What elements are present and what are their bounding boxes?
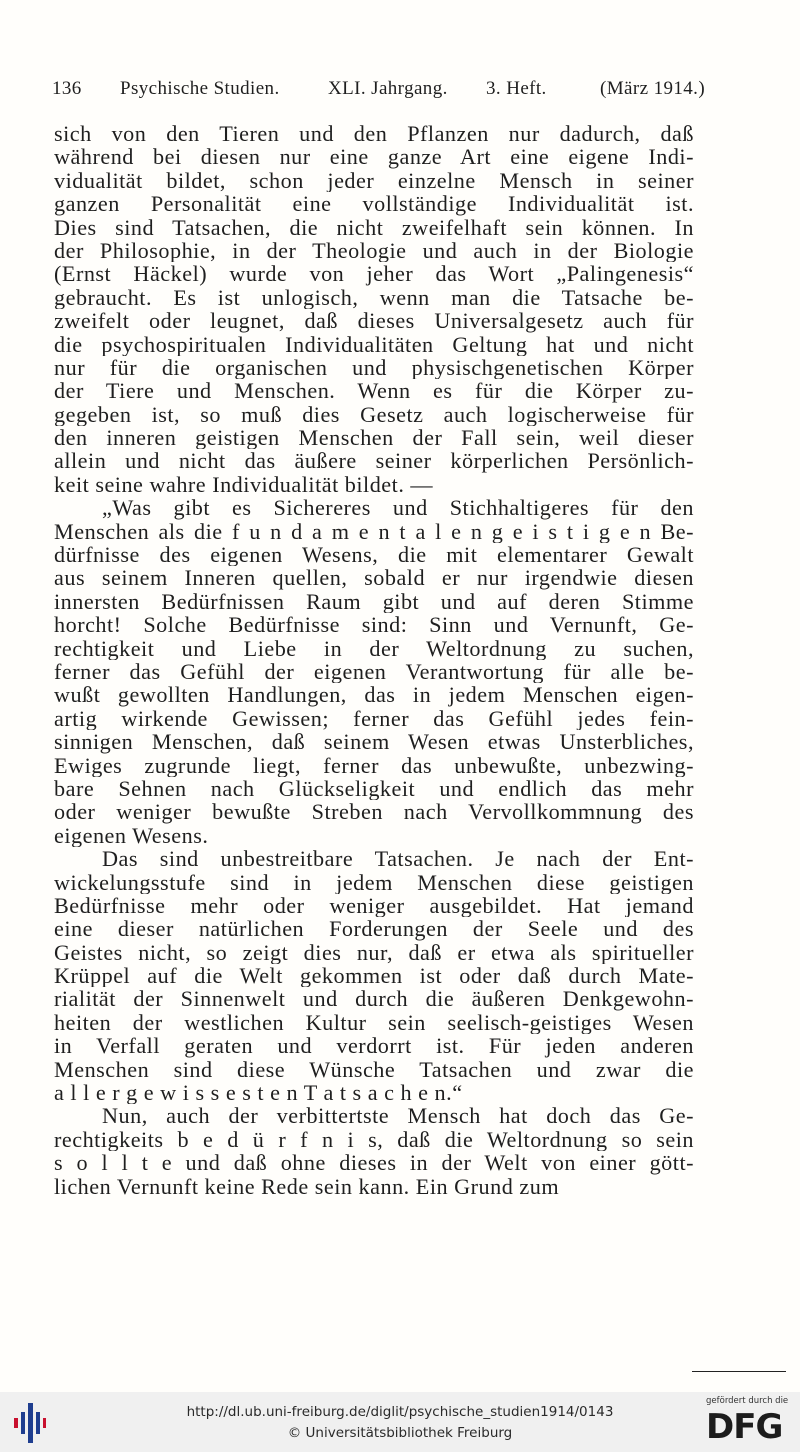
text-line: Geistes nicht, so zeigt dies nur, daß er etwa als spiritueller xyxy=(54,940,694,965)
copyright-notice: © Universitätsbibliothek Freiburg xyxy=(287,1425,513,1441)
text-line: ganzen Personalität eine vollständige Individualität ist. xyxy=(54,192,694,216)
text-line: sinnigen Menschen, daß seinem Wesen etwas Unsterbliches, xyxy=(54,730,694,754)
text-line: rechtigkeits b e d ü r f n i s, daß die Weltordnung so sein xyxy=(54,1127,694,1152)
text-line: Das sind unbestreitbare Tatsachen. Je nach der Ent- xyxy=(102,847,694,871)
text-line: (Ernst Häckel) wurde von jeher das Wort „Palingenesis“ xyxy=(54,262,694,286)
text-line: s o l l t e und daß ohne dieses in der Welt von einer gött- xyxy=(54,1151,694,1175)
text-line: wußt gewollten Handlungen, das in jedem Menschen eigen- xyxy=(54,683,694,707)
dfg-logo-text: DFG xyxy=(706,1407,783,1447)
text-line: lichen Vernunft keine Rede sein kann. Ein Grund zum xyxy=(54,1174,560,1198)
body-text xyxy=(54,122,694,1198)
text-line: wickelungsstufe sind in jedem Menschen diese geistigen xyxy=(54,870,694,894)
text-line: gegeben ist, so muß dies Gesetz auch logischerweise für xyxy=(54,402,694,427)
text-line: aus seinem Inneren quellen, sobald er nur irgendwie diesen xyxy=(54,566,694,590)
text-line: „Was gibt es Sichereres und Stichhaltigeres für den xyxy=(102,496,694,520)
text-line: eigenen Wesens. xyxy=(54,823,209,848)
text-line: in Verfall geraten und verdorrt ist. Für jeden anderen xyxy=(54,1034,694,1058)
text-line: Menschen sind diese Wünsche Tatsachen und zwar die xyxy=(54,1057,694,1082)
dfg-caption: gefördert durch die xyxy=(706,1396,789,1406)
dfg-logo-icon[interactable] xyxy=(704,1396,794,1448)
text-line: zweifelt oder leugnet, daß dieses Universalgesetz auch für xyxy=(54,309,694,333)
text-line: innersten Bedürfnissen Raum gibt und auf deren Stimme xyxy=(54,589,694,614)
text-line: der Tiere und Menschen. Wenn es für die Körper zu- xyxy=(54,379,694,403)
text-line: nur für die organischen und physischgenetischen Körper xyxy=(54,355,694,380)
text-line: a l l e r g e w i s s e s t e n T a t s a c h e n.“ xyxy=(54,1081,463,1105)
viewer-footer xyxy=(0,1392,800,1452)
text-line: dürfnisse des eigenen Wesens, die mit elementarer Gewalt xyxy=(54,543,694,567)
text-line: Ewiges zugrunde liegt, ferner das unbewußte, unbezwing- xyxy=(54,753,694,777)
text-line: horcht! Solche Bedürfnisse sind: Sinn und Vernunft, Ge- xyxy=(54,613,694,637)
text-line: gebraucht. Es ist unlogisch, wenn man die Tatsache be- xyxy=(54,285,694,310)
text-line: vidualität bildet, schon jeder einzelne Mensch in seiner xyxy=(54,168,694,193)
footnote-rule xyxy=(692,1371,786,1372)
text-line: Menschen als die f u n d a m e n t a l e n g e i s t i g e n Be- xyxy=(54,519,694,544)
text-line: Nun, auch der verbittertste Mensch hat doch das Ge- xyxy=(102,1104,694,1128)
text-line: keit seine wahre Individualität bildet. — xyxy=(54,472,434,497)
text-line: rialität der Sinnenwelt und durch die äußeren Denkgewohn- xyxy=(54,987,694,1011)
text-line: ferner das Gefühl der eigenen Verantwortung für alle be- xyxy=(54,659,694,684)
text-line: heiten der westlichen Kultur sein seelisch-geistiges Wesen xyxy=(54,1010,694,1035)
issue-date: (März 1914.) xyxy=(600,78,706,99)
text-line: Bedürfnisse mehr oder weniger ausgebildet. Hat jemand xyxy=(54,893,694,918)
volume-label: XLI. Jahrgang. xyxy=(328,78,448,99)
issue-label: 3. Heft. xyxy=(486,78,547,99)
text-line: Dies sind Tatsachen, die nicht zweifelhaft sein können. In xyxy=(54,215,694,239)
document-url[interactable]: http://dl.ub.uni-freiburg.de/diglit/psychische_studien1914/0143 xyxy=(186,1404,614,1420)
text-line: rechtigkeit und Liebe in der Weltordnung zu suchen, xyxy=(54,636,694,660)
text-line: sich von den Tieren und den Pflanzen nur dadurch, daß xyxy=(54,122,694,146)
text-line: bare Sehnen nach Glückseligkeit und endlich das mehr xyxy=(54,776,694,801)
text-line: die psychospiritualen Individualitäten Geltung hat und nicht xyxy=(54,332,694,356)
text-line: Krüppel auf die Welt gekommen ist oder daß durch Mate- xyxy=(54,964,694,988)
text-line: oder weniger bewußte Streben nach Vervollkommnung des xyxy=(54,800,694,824)
text-line: den inneren geistigen Menschen der Fall sein, weil dieser xyxy=(54,426,694,450)
page-number: 136 xyxy=(52,78,82,99)
text-line: der Philosophie, in der Theologie und auch in der Biologie xyxy=(54,238,694,263)
journal-title: Psychische Studien. xyxy=(120,78,280,99)
text-line: eine dieser natürlichen Forderungen der Seele und des xyxy=(54,917,694,941)
running-header xyxy=(52,78,706,106)
text-line: während bei diesen nur eine ganze Art eine eigene Indi- xyxy=(54,145,694,169)
text-line: artig wirkende Gewissen; ferner das Gefühl jedes fein- xyxy=(54,706,694,731)
text-line: allein und nicht das äußere seiner körperlichen Persönlich- xyxy=(54,449,694,473)
